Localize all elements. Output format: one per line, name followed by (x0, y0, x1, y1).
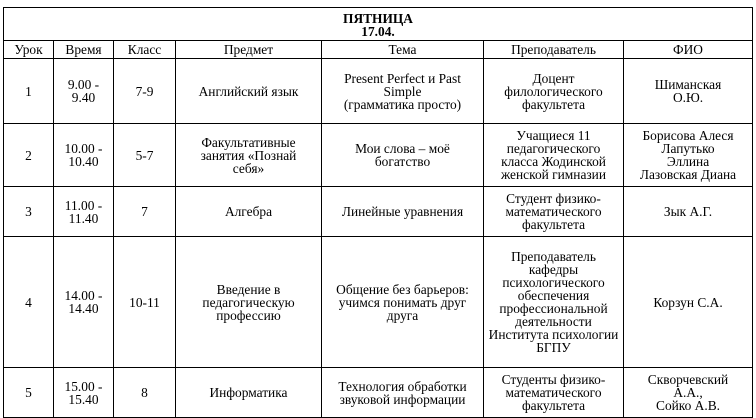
day-title: ПЯТНИЦА (343, 11, 413, 26)
time-cell: 11.00 - 11.40 (54, 187, 114, 237)
grade-cell: 5-7 (114, 124, 176, 187)
topic-cell: Общение без барьеров: учимся понимать друг друга (322, 237, 484, 368)
schedule-sheet (3, 7, 752, 418)
grade-cell: 8 (114, 368, 176, 418)
time-cell: 14.00 - 14.40 (54, 237, 114, 368)
header-subject: Предмет (176, 41, 322, 59)
grade-cell: 10-11 (114, 237, 176, 368)
name-cell: Скворчевский А.А., Сойко А.В. (624, 368, 753, 418)
header-lesson: Урок (4, 41, 54, 59)
subject-cell: Информатика (176, 368, 322, 418)
schedule-title (4, 8, 753, 41)
date-title: 17.04. (361, 24, 395, 39)
header-time: Время (54, 41, 114, 59)
lesson-cell: 5 (4, 368, 54, 418)
subject-cell: Введение в педагогическую профессию (176, 237, 322, 368)
table-row (4, 237, 753, 368)
header-topic: Тема (322, 41, 484, 59)
topic-cell: Технология обработки звуковой информации (322, 368, 484, 418)
teacher-cell: Учащиеся 11 педагогического класса Жодинской женской гимназии (484, 124, 624, 187)
teacher-cell: Студент физико- математического факультета (484, 187, 624, 237)
topic-cell: Present Perfect и Past Simple (грамматика просто) (322, 59, 484, 124)
time-cell: 10.00 - 10.40 (54, 124, 114, 187)
name-cell: Корзун С.А. (624, 237, 753, 368)
subject-cell: Английский язык (176, 59, 322, 124)
header-row (4, 41, 753, 59)
lesson-cell: 4 (4, 237, 54, 368)
header-grade: Класс (114, 41, 176, 59)
lesson-cell: 1 (4, 59, 54, 124)
teacher-cell: Доцент филологического факультета (484, 59, 624, 124)
teacher-cell: Преподаватель кафедры психологического обеспечения профессиональной деятельности Института психологии БГПУ (484, 237, 624, 368)
name-cell: Зык А.Г. (624, 187, 753, 237)
grade-cell: 7 (114, 187, 176, 237)
subject-cell: Факультативные занятия «Познай себя» (176, 124, 322, 187)
subject-cell: Алгебра (176, 187, 322, 237)
lesson-cell: 3 (4, 187, 54, 237)
grade-cell: 7-9 (114, 59, 176, 124)
time-cell: 9.00 - 9.40 (54, 59, 114, 124)
teacher-cell: Студенты физико- математического факультета (484, 368, 624, 418)
topic-cell: Мои слова – моё богатство (322, 124, 484, 187)
schedule-table (3, 7, 753, 418)
name-cell: Борисова Алеся Лапутько Эллина Лазовская Диана (624, 124, 753, 187)
table-row (4, 368, 753, 418)
time-cell: 15.00 - 15.40 (54, 368, 114, 418)
lesson-cell: 2 (4, 124, 54, 187)
header-teacher: Преподаватель (484, 41, 624, 59)
table-row (4, 124, 753, 187)
topic-cell: Линейные уравнения (322, 187, 484, 237)
header-name: ФИО (624, 41, 753, 59)
table-row (4, 187, 753, 237)
name-cell: Шиманская О.Ю. (624, 59, 753, 124)
table-row (4, 59, 753, 124)
